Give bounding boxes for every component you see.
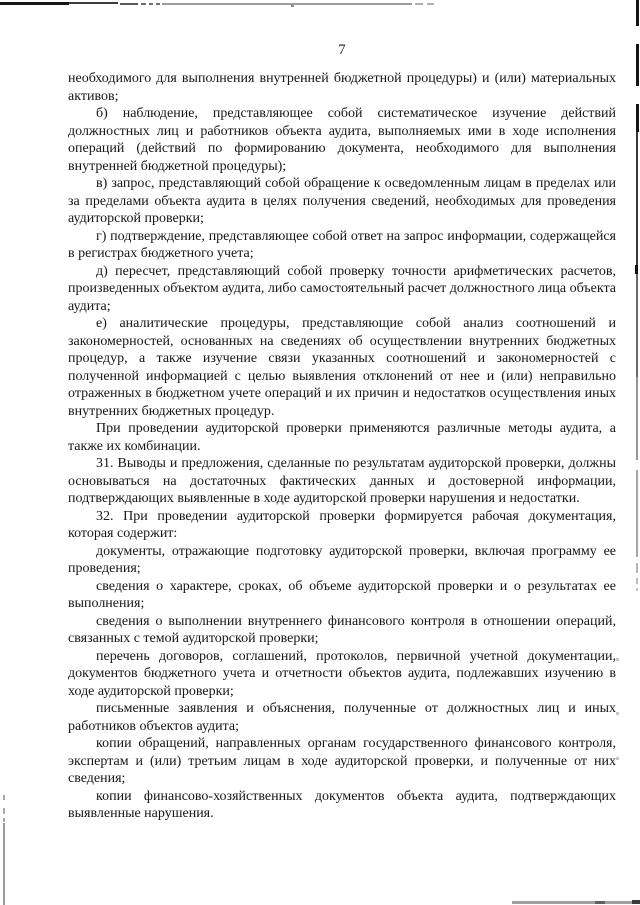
paragraph: копии обращений, направленных органам государственного финансового контроля, экспертам и (или) третьим лицам в ходе аудиторской проверки, и полученные от них сведения; [68, 736, 616, 786]
scan-mark-top-edge [162, 3, 412, 5]
scan-mark-top-edge [0, 2, 69, 5]
scan-mark-right-edge [635, 265, 638, 274]
scan-mark-top-edge [149, 3, 153, 5]
paragraph: в) запрос, представляющий собой обращение к осведомленным лицам в пределах или за пределами объекта аудита в целях получения сведений, необходимых для проведения аудиторской проверки; [68, 176, 616, 226]
scan-mark-speck [616, 757, 619, 760]
scan-mark-right-edge [636, 0, 639, 26]
paragraph: копии финансово-хозяйственных документов объекта аудита, подтверждающих выявленные нарушения. [68, 788, 616, 821]
paragraph: е) аналитические процедуры, представляющие собой анализ соотношений и закономерностей, основанных на сведениях об осуществлении внутренних бюджетных процедур, а также изучение связи указанных соотношений и закономерностей с полученной информацией с целью выявления отклонений от нее и (или) неправильно отраженных в бюджетном учете операций и их причин и недостатков осуществления иных внутренних бюджетных процедур. [68, 316, 616, 419]
paragraph: перечень договоров, соглашений, протоколов, первичной учетной документации, документов бюджетного учета и отчетности объектов аудита, подлежавших изучению в ходе аудиторской проверки; [68, 648, 616, 699]
scan-mark-top-edge [69, 2, 118, 4]
scan-mark-right-edge [636, 44, 639, 86]
scan-mark-top-edge [156, 3, 160, 5]
scan-mark-top-edge [427, 3, 434, 5]
scan-mark-bottom-edge [595, 901, 605, 904]
scan-mark-right-edge [636, 470, 638, 557]
scan-mark-top-edge [141, 3, 146, 5]
scan-mark-right-edge [636, 274, 638, 377]
scan-mark-bottom-edge [512, 901, 640, 904]
scan-mark-right-edge [636, 578, 638, 584]
scan-mark-bottom-edge [632, 900, 640, 904]
scan-mark-right-edge [636, 563, 638, 573]
scan-mark-left-edge [3, 823, 5, 905]
scan-mark-left-edge [3, 818, 5, 822]
scan-mark-top-edge [120, 3, 138, 5]
paragraph: б) наблюдение, представляющее собой систематическое изучение действий должностных лиц и работников объекта аудита, выполняемых ими в ходе исполнения операций (действий по формированию документа, необходимого для выполнения внутренней бюджетной процедуры); [68, 106, 616, 174]
paragraph: письменные заявления и объяснения, полученные от должностных лиц и иных работников объектов аудита; [68, 701, 616, 734]
paragraph: 31. Выводы и предложения, сделанные по результатам аудиторской проверки, должны основываться на достаточных фактических данных и достоверной информации, подтверждающих выявленные в ходе аудиторской проверки нарушения и недостатки. [68, 456, 616, 506]
scan-mark-right-edge [636, 104, 639, 132]
scan-mark-right-edge [636, 377, 638, 460]
paragraph: документы, отражающие подготовку аудиторской проверки, включая программу ее проведения; [68, 543, 616, 576]
paragraph: 32. При проведении аудиторской проверки формируется рабочая документация, которая содержит: [68, 508, 616, 541]
paragraph: необходимого для выполнения внутренней бюджетной процедуры) и (или) материальных активов; [68, 71, 616, 104]
scan-mark-speck [616, 658, 619, 661]
paragraph: г) подтверждение, представляющее собой ответ на запрос информации, содержащейся в регистрах бюджетного учета; [68, 228, 616, 261]
paragraph: д) пересчет, представляющий собой проверку точности арифметических расчетов, произведенных объектом аудита, либо самостоятельный расчет должностного лица объекта аудита; [68, 263, 616, 314]
paragraph: сведения о характере, сроках, об объеме аудиторской проверки и о результатах ее выполнения; [68, 578, 616, 611]
paragraph: При проведении аудиторской проверки применяются различные методы аудита, а также их комбинации. [68, 421, 616, 454]
scan-mark-speck [291, 5, 294, 7]
scan-mark-speck [616, 712, 619, 715]
scan-mark-top-edge [415, 3, 423, 5]
scan-mark-left-edge [3, 795, 5, 800]
paragraph: сведения о выполнении внутреннего финансового контроля в отношении операций, связанных с темой аудиторской проверки; [68, 613, 616, 646]
page-number: 7 [338, 42, 346, 58]
document-body [68, 70, 616, 823]
scan-mark-left-edge [3, 808, 5, 814]
scan-mark-right-edge [636, 132, 638, 265]
scan-mark-right-edge [636, 588, 638, 591]
